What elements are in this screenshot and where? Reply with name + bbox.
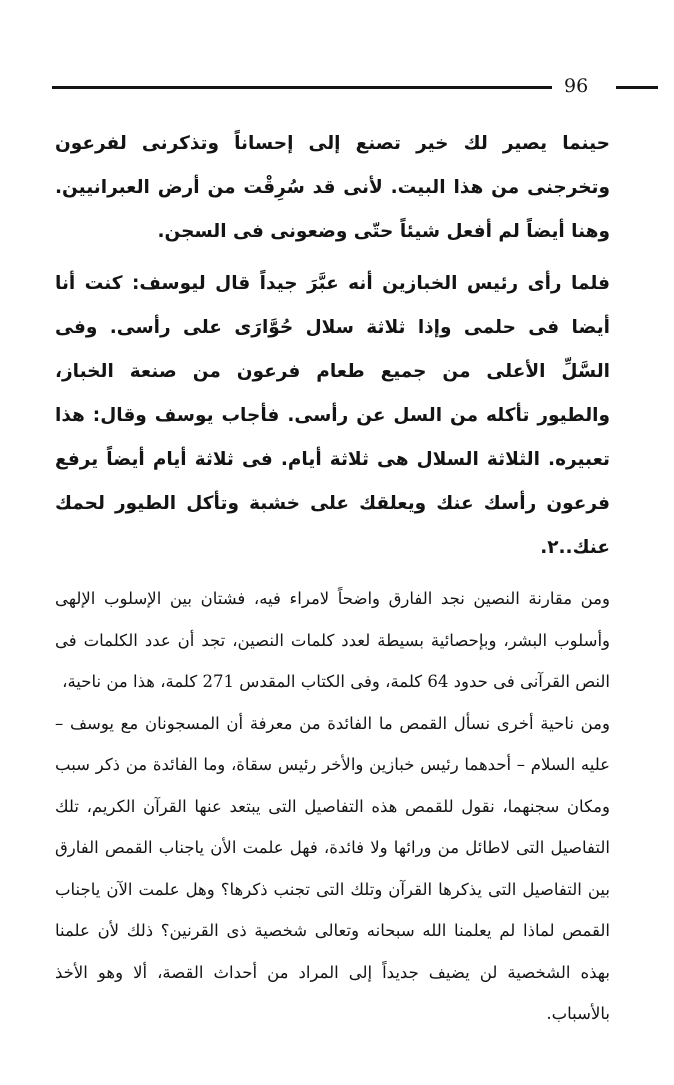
page-body (55, 122, 610, 1035)
quote-paragraph: فلما رأى رئيس الخبازين أنه عبَّرَ جيداً قال ليوسف: كنت أنا أيضا فى حلمى وإذا ثلاثة سلال حُوَّارَى على رأسى. وفى السَّلِّ الأعلى من جميع طعام فرعون من صنعة الخباز، والطيور تأكله من السل عن رأسى. فأجاب يوسف وقال: هذا تعبيره. الثلاثة السلال هى ثلاثة أيام. فى ثلاثة أيام أيضاً يرفع فرعون رأسك عنك ويعلقك على خشبة وتأكل الطيور لحمك عنك..٢. (55, 273, 610, 558)
body-paragraph: ومن ناحية أخرى نسأل القمص ما الفائدة من معرفة أن المسجونان مع يوسف – عليه السلام – أحدهما رئيس خبازين والأخر رئيس سقاة، وما الفائدة من ذكر سبب ومكان سجنهما، نقول للقمص هذه التفاصيل التى يبتعد عنها القرآن الكريم، تلك التفاصيل التى لاطائل من ورائها ولا فائدة، فهل علمت الأن ياجناب القمص الفارق بين التفاصيل التى يذكرها القرآن وتلك التى تجنب ذكرها؟ وهل علمت الآن ياجناب القمص لماذا لم يعلمنا الله سبحانه وتعالى شخصية ذى القرنين؟ ذلك لأن علمنا بهذه الشخصية لن يضيف جديداً إلى المراد من أحداث القصة، ألا وهو الأخذ بالأسباب. (55, 713, 610, 1023)
header-rule (52, 86, 552, 89)
page-number: 96 (564, 75, 589, 97)
quote-paragraph: حينما يصير لك خير تصنع إلى إحساناً وتذكرنى لفرعون وتخرجنى من هذا البيت. لأنى قد سُرِقْت من أرض العبرانيين. وهنا أيضاً لم أفعل شيئاً حتّى وضعونى فى السجن. (55, 133, 610, 242)
page-number-dash (616, 86, 658, 89)
body-paragraph: ومن مقارنة النصين نجد الفارق واضحاً لامراء فيه، فشتان بين الإسلوب الإلهى وأسلوب البشر، وبإحصائية بسيطة لعدد كلمات النصين، تجد أن عدد الكلمات فى النص القرآنى فى حدود 64 كلمة، وفى الكتاب المقدس 271 كلمة، هذا من ناحية، (55, 589, 610, 691)
page-header (52, 72, 608, 102)
